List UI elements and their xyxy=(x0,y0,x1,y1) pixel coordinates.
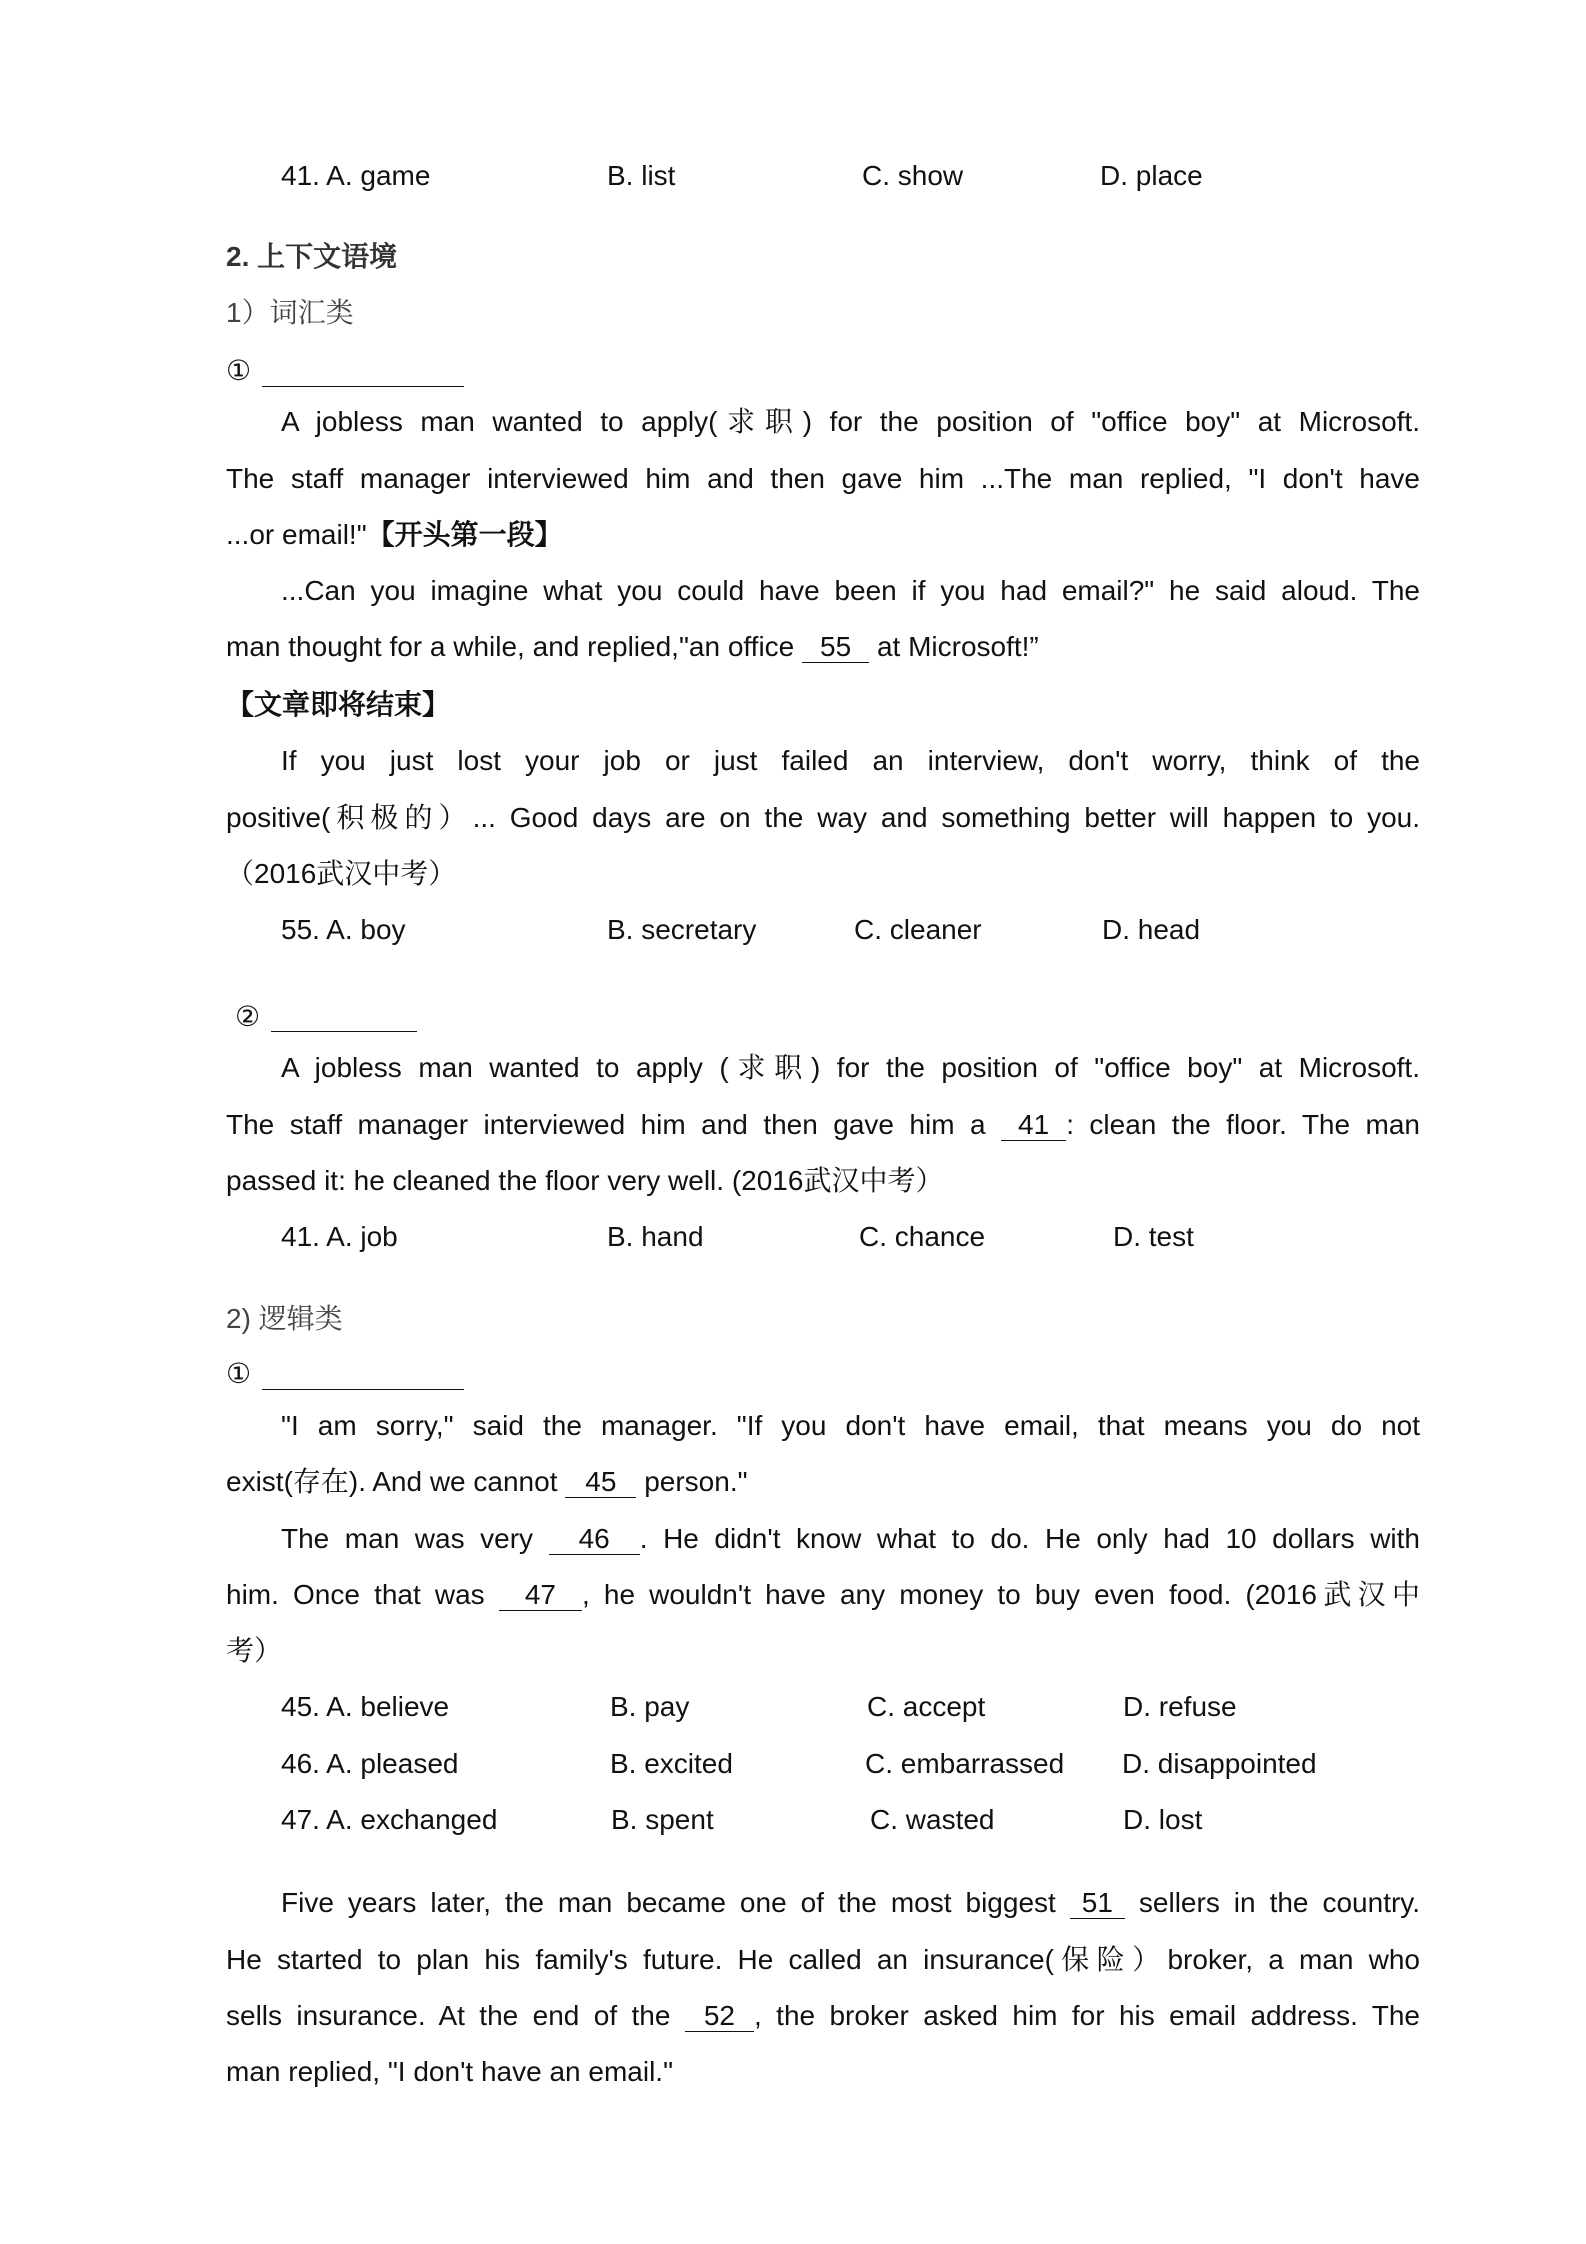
paragraph-line: positive(积极的）... Good days are on the way and something better will happen to you. xyxy=(226,802,1420,833)
logic-item-1-header xyxy=(226,1354,1420,1394)
question-45-options xyxy=(0,1687,1586,1727)
vocab-subsection-title: 1）词汇类 xyxy=(226,297,354,328)
item-title-blank-line xyxy=(271,1031,417,1032)
answer-blank-47: 47 xyxy=(499,1580,582,1611)
question-47-options xyxy=(0,1800,1586,1840)
paragraph-line xyxy=(226,627,1420,667)
answer-blank-55: 55 xyxy=(802,632,869,663)
item-title-blank-line xyxy=(262,1389,464,1390)
paragraph-line: "I am sorry," said the manager. "If you don't have email, that means you do not xyxy=(281,1410,1420,1441)
paragraph-text: , the broker asked him for his email address. The xyxy=(753,2000,1420,2031)
paragraph-line: The staff manager interviewed him and then gave him ...The man replied, "I don't have xyxy=(226,463,1420,494)
vocab-item-1-header xyxy=(226,351,1420,391)
option-a: 41. A. game xyxy=(281,160,431,191)
logic-subsection-title: 2) 逻辑类 xyxy=(226,1303,343,1334)
answer-blank-51: 51 xyxy=(1070,1888,1125,1919)
paragraph-line xyxy=(281,1883,1420,1923)
option-d: D. lost xyxy=(1123,1804,1203,1835)
question-41-options xyxy=(0,156,1586,196)
section-title: 2. 上下文语境 xyxy=(226,241,398,272)
option-b: B. excited xyxy=(610,1748,733,1779)
paragraph-line: He started to plan his family's future. He called an insurance(保险）broker, a man who xyxy=(226,1944,1420,1975)
paragraph-text: person." xyxy=(636,1466,748,1497)
item-title-blank-line xyxy=(262,386,464,387)
question-55-options xyxy=(0,910,1586,950)
option-b: B. hand xyxy=(607,1221,704,1252)
option-b: B. list xyxy=(607,160,676,191)
paragraph-line xyxy=(226,515,1420,555)
paragraph-line xyxy=(226,1105,1420,1145)
item-marker: ① xyxy=(226,355,252,386)
option-c: C. embarrassed xyxy=(865,1748,1065,1779)
paragraph-text: sells insurance. At the end of the xyxy=(226,2000,685,2031)
paragraph-line: ...Can you imagine what you could have been if you had email?" he said aloud. The xyxy=(281,575,1420,606)
paragraph-text: man thought for a while, and replied,"an office xyxy=(226,631,803,662)
paragraph-line: A jobless man wanted to apply (求职) for the position of "office boy" at Microsoft. xyxy=(281,1052,1420,1083)
option-a: 46. A. pleased xyxy=(281,1748,459,1779)
option-a: 45. A. believe xyxy=(281,1691,450,1722)
paragraph-text: ...or email!" xyxy=(226,519,367,550)
paragraph-line: man replied, "I don't have an email." xyxy=(226,2056,674,2087)
answer-blank-45: 45 xyxy=(565,1467,636,1498)
position-tag-ending: 【文章即将结束】 xyxy=(226,689,451,720)
option-d: D. test xyxy=(1113,1221,1194,1252)
answer-blank-46: 46 xyxy=(549,1524,640,1555)
paragraph-line: A jobless man wanted to apply(求职) for the position of "office boy" at Microsoft. xyxy=(281,406,1420,437)
item-marker: ② xyxy=(235,1001,261,1032)
paragraph-text: sellers in the country. xyxy=(1124,1887,1420,1918)
question-41-options xyxy=(0,1217,1586,1257)
paragraph-text: at Microsoft!” xyxy=(869,631,1039,662)
paragraph-text: : clean the floor. The man xyxy=(1066,1109,1420,1140)
position-tag-opening: 【开头第一段】 xyxy=(366,519,563,550)
paragraph-line: If you just lost your job or just failed an interview, don't worry, think of the xyxy=(281,745,1420,776)
answer-blank-41: 41 xyxy=(1001,1110,1066,1141)
paragraph-line xyxy=(226,1575,1420,1615)
paragraph-text: , he wouldn't have any money to buy even food. (2016武汉中 xyxy=(581,1579,1421,1610)
question-46-options xyxy=(0,1744,1586,1784)
paragraph-text: exist(存在). And we cannot xyxy=(226,1466,566,1497)
paragraph-text: The man was very xyxy=(281,1523,549,1554)
paragraph-text: The staff manager interviewed him and then gave him a xyxy=(226,1109,1002,1140)
option-c: C. chance xyxy=(859,1221,986,1252)
item-marker: ① xyxy=(226,1358,252,1389)
option-c: C. accept xyxy=(867,1691,986,1722)
option-c: C. wasted xyxy=(870,1804,995,1835)
option-a: 41. A. job xyxy=(281,1221,398,1252)
option-b: B. secretary xyxy=(607,914,757,945)
paragraph-text: him. Once that was xyxy=(226,1579,499,1610)
paragraph-line: passed it: he cleaned the floor very well. (2016武汉中考） xyxy=(226,1165,944,1196)
option-a: 55. A. boy xyxy=(281,914,406,945)
option-d: D. head xyxy=(1102,914,1201,945)
paragraph-line xyxy=(281,1519,1420,1559)
option-a: 47. A. exchanged xyxy=(281,1804,498,1835)
paragraph-line xyxy=(226,1996,1420,2036)
answer-blank-52: 52 xyxy=(685,2001,754,2032)
paragraph-text: . He didn't know what to do. He only had 10 dollars with xyxy=(639,1523,1420,1554)
paragraph-line: 考） xyxy=(226,1635,283,1666)
paragraph-text: Five years later, the man became one of the most biggest xyxy=(281,1887,1070,1918)
option-c: C. cleaner xyxy=(854,914,982,945)
option-b: B. pay xyxy=(610,1691,690,1722)
source-note: （2016武汉中考） xyxy=(226,858,457,889)
option-d: D. disappointed xyxy=(1122,1748,1317,1779)
option-d: D. refuse xyxy=(1123,1691,1237,1722)
option-d: D. place xyxy=(1100,160,1203,191)
option-c: C. show xyxy=(862,160,964,191)
option-b: B. spent xyxy=(611,1804,714,1835)
paragraph-line xyxy=(226,1462,1420,1502)
